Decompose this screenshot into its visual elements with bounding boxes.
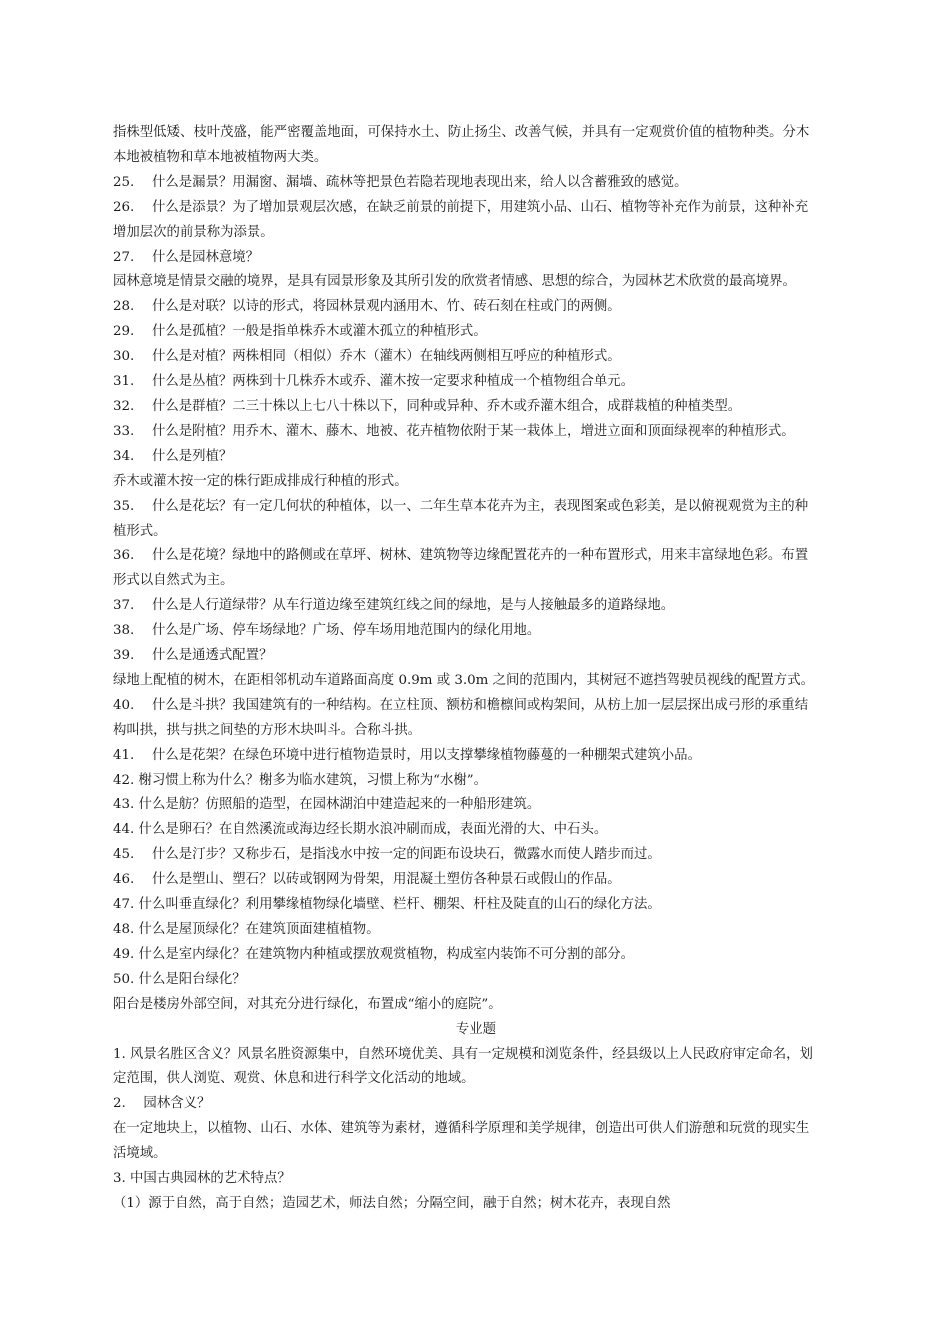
text-line: 增加层次的前景称为添景。 (113, 224, 274, 240)
text-line: 活境域。 (113, 1146, 167, 1162)
section-title: 专业题 (455, 1021, 497, 1037)
text-line: 本地被植物和草本地被植物两大类。 (113, 149, 328, 165)
document-page (113, 121, 839, 1217)
text-line: 31. 什么是丛植？两株到十几株乔木或乔、灌木按一定要求种植成一个植物组合单元。 (113, 374, 635, 390)
text-line: 44. 什么是卵石？在自然溪流或海边经长期水浪冲刷而成，表面光滑的大、中石头。 (113, 822, 608, 838)
text-line: （1）源于自然，高于自然；造园艺术，师法自然；分隔空间，融于自然；树木花卉，表现自然 (113, 1195, 671, 1211)
text-line: 38. 什么是广场、停车场绿地？广场、停车场用地范围内的绿化用地。 (113, 623, 541, 639)
text-line: 指株型低矮、枝叶茂盛，能严密覆盖地面，可保持水土、防止扬尘、改善气候，并具有一定观赏价值的植物种类。分木 (113, 125, 810, 140)
text-line: 绿地上配植的树木，在距相邻机动车道路面高度 0.9m 或 3.0m 之间的范围内，其树冠不遮挡驾驶员视线的配置方式。 (113, 672, 814, 688)
text-line: 26. 什么是添景？为了增加景观层次感，在缺乏前景的前提下，用建筑小品、山石、植物等补充作为前景，这种补充 (113, 199, 809, 215)
text-line: 47. 什么叫垂直绿化？利用攀缘植物绿化墙壁、栏杆、棚架、杆柱及陡直的山石的绿化方法。 (113, 897, 661, 913)
text-line: 1. 风景名胜区含义？风景名胜资源集中，自然环境优美、具有一定规模和浏览条件，经县级以上人民政府审定命名，划 (113, 1046, 813, 1062)
text-line: 2. 园林含义？ (113, 1096, 211, 1112)
text-line: 形式以自然式为主。 (113, 573, 234, 589)
text-line: 46. 什么是塑山、塑石？以砖或钢网为骨架，用混凝土塑仿各种景石或假山的作品。 (113, 872, 621, 888)
text-line: 3. 中国古典园林的艺术特点？ (113, 1171, 291, 1187)
text-line: 在一定地块上，以植物、山石、水体、建筑等为素材，遵循科学原理和美学规律，创造出可供人们游憩和玩赏的现实生 (113, 1121, 810, 1137)
text-line: 40. 什么是斗拱？我国建筑有的一种结构。在立柱顶、额枋和檐檩间或构架间，从枋上加一层层探出成弓形的承重结 (113, 697, 809, 713)
text-line: 阳台是楼房外部空间，对其充分进行绿化，布置成“缩小的庭院”。 (113, 996, 502, 1012)
text-line: 36. 什么是花境？绿地中的路侧或在草坪、树林、建筑物等边缘配置花卉的一种布置形式，用来丰富绿地色彩。布置 (113, 548, 809, 564)
text-line: 25. 什么是漏景？用漏窗、漏墙、疏林等把景色若隐若现地表现出来，给人以含蓄雅致的感觉。 (113, 174, 688, 190)
text-line: 39. 什么是通透式配置？ (113, 648, 273, 664)
text-line: 32. 什么是群植？二三十株以上七八十株以下，同种或异种、乔木或乔灌木组合，成群栽植的种植类型。 (113, 398, 742, 414)
text-line: 园林意境是情景交融的境界，是具有园景形象及其所引发的欣赏者情感、思想的综合，为园林艺术欣赏的最高境界。 (113, 274, 796, 290)
text-line: 45. 什么是汀步？又称步石，是指浅水中按一定的间距布设块石，微露水而使人踏步而过。 (113, 847, 661, 863)
text-line: 乔木或灌木按一定的株行距成排成行种植的形式。 (113, 473, 408, 489)
text-line: 33. 什么是附植？用乔木、灌木、藤木、地被、花卉植物依附于某一栽体上，增进立面和顶面绿视率的种植形式。 (113, 423, 795, 439)
text-line: 植形式。 (113, 523, 167, 539)
text-line: 35. 什么是花坛？有一定几何状的种植体，以一、二年生草本花卉为主，表现图案或色彩美，是以俯视观赏为主的种 (113, 498, 809, 514)
text-line: 43. 什么是舫？仿照船的造型，在园林湖泊中建造起来的一种船形建筑。 (113, 797, 541, 813)
text-line: 48. 什么是屋顶绿化？在建筑顶面建植植物。 (113, 922, 380, 937)
text-line: 30. 什么是对植？两株相同（相似）乔木（灌木）在轴线两侧相互呼应的种植形式。 (113, 349, 621, 365)
text-line: 28. 什么是对联？以诗的形式，将园林景观内涵用木、竹、砖石刻在柱或门的两侧。 (113, 299, 621, 315)
text-line: 41. 什么是花架？在绿色环境中进行植物造景时，用以支撑攀缘植物藤蔓的一种棚架式建筑小品。 (113, 747, 701, 763)
text-line: 29. 什么是孤植？一般是指单株乔木或灌木孤立的种植形式。 (113, 324, 487, 340)
text-line: 50. 什么是阳台绿化？ (113, 971, 246, 987)
text-line: 定范围，供人浏览、观赏、休息和进行科学文化活动的地域。 (113, 1071, 475, 1087)
text-line: 49. 什么是室内绿化？在建筑物内种植或摆放观赏植物，构成室内装饰不可分割的部分。 (113, 946, 635, 962)
text-line: 34. 什么是列植？ (113, 448, 233, 464)
text-line: 37. 什么是人行道绿带？从车行道边缘至建筑红线之间的绿地，是与人接触最多的道路绿地。 (113, 598, 675, 614)
text-line: 42. 榭习惯上称为什么？榭多为临水建筑，习惯上称为“水榭”。 (113, 772, 488, 788)
text-line: 27. 什么是园林意境？ (113, 249, 260, 265)
text-line: 构叫拱，拱与拱之间垫的方形木块叫斗。合称斗拱。 (113, 722, 421, 738)
